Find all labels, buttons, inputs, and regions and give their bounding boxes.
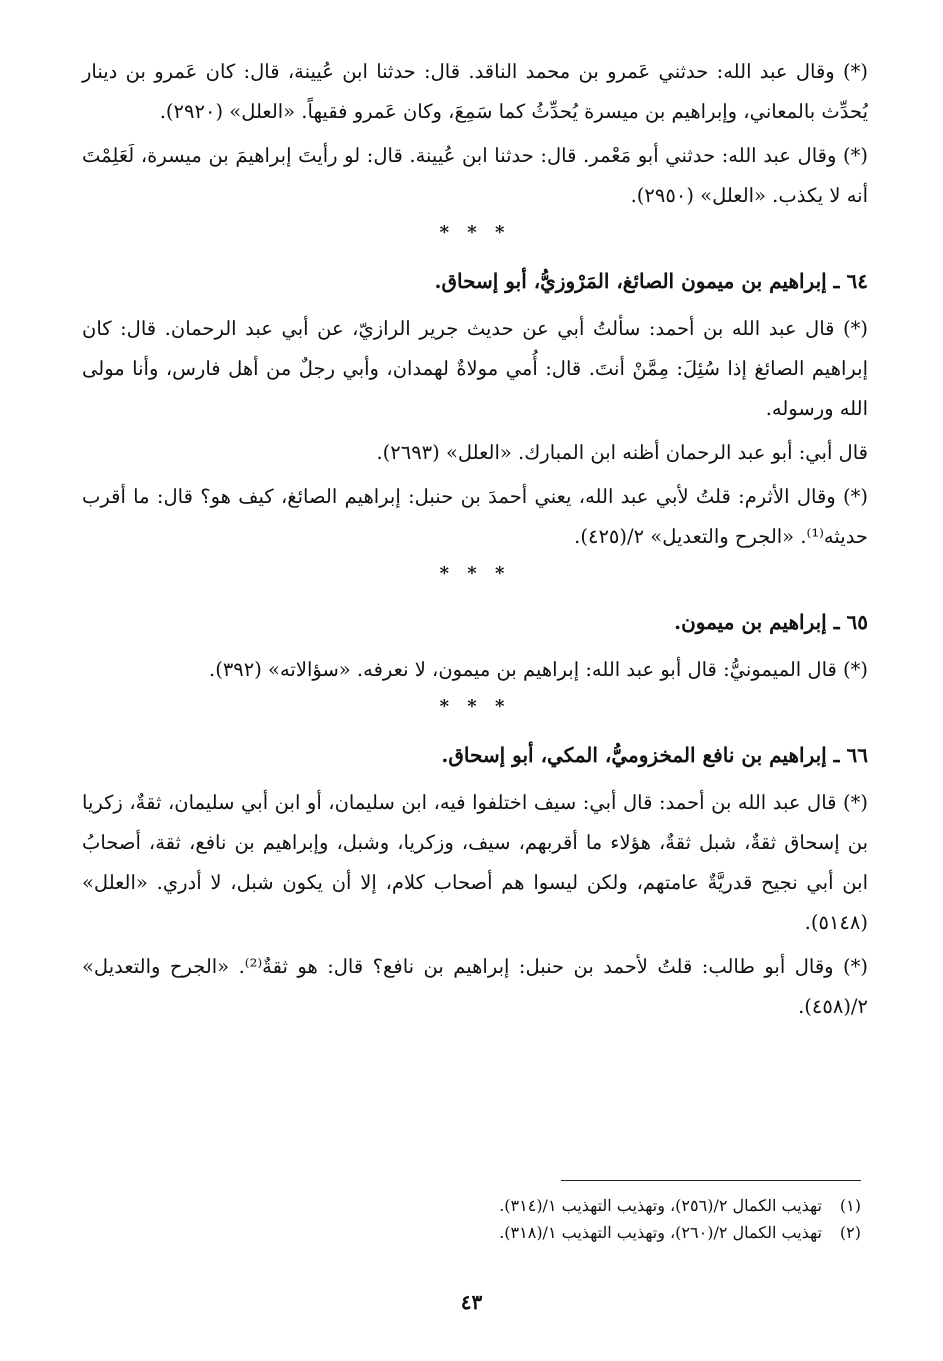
footnote-number: (٢): [839, 1223, 861, 1242]
footnote-divider: [561, 1180, 861, 1181]
footnote-number: (١): [839, 1196, 861, 1215]
paragraph: (*) وقال أبو طالب: قلتُ لأحمد بن حنبل: إبراهيم بن نافع؟ قال: هو ثقةٌ⁽²⁾. «الجرح والتعديل» ٢/(٤٥٨).: [82, 955, 868, 1018]
section-separator: * * *: [439, 222, 511, 243]
paragraph: (*) وقال عبد الله: حدثني أبو مَعْمر. قال: حدثنا ابن عُيينة. قال: لو رأيتَ إبراهيمَ بن ميسرة، لَعَلِمْتَ أنه لا يكذب. «العلل» (٢٩٥٠).: [82, 144, 868, 207]
entry-heading-64: ٦٤ ـ إبراهيم بن ميمون الصائغ، المَرْوزيُّ، أبو إسحاق.: [434, 269, 868, 293]
entry-heading-65: ٦٥ ـ إبراهيم بن ميمون.: [674, 610, 868, 634]
footnote-item: [75, 1192, 861, 1219]
page-number: ٤٣: [460, 1290, 483, 1314]
footnotes: [75, 1192, 861, 1246]
paragraph: قال أبي: أبو عبد الرحمان أظنه ابن المبارك. «العلل» (٢٦٩٣).: [376, 441, 868, 464]
paragraph: (*) وقال عبد الله: حدثني عَمرو بن محمد الناقد. قال: حدثنا ابن عُيينة، قال: كان عَمرو بن دينار يُحدِّث بالمعاني، وإبراهيم بن ميسرة يُحدِّثُ كما سَمِعَ، وكان عَمرو فقيهاً. «العلل» (٢٩٢٠).: [82, 60, 868, 123]
section-separator: * * *: [439, 563, 511, 584]
paragraph: (*) قال عبد الله بن أحمد: سألتُ أبي عن حديث جرير الرازيّ، عن أبي عبد الرحمان. قال: كان إبراهيم الصائغ إذا سُئِلَ: مِمَّنْ أنتَ. قال: أُمي مولاةٌ لهمدان، وأبي رجلٌ من أهل فارس، وأنا مولى الله ورسوله.: [82, 317, 868, 420]
paragraph: (*) قال الميمونيُّ: قال أبو عبد الله: إبراهيم بن ميمون، لا نعرفه. «سؤالاته» (٣٩٢).: [209, 658, 868, 681]
paragraph: (*) وقال الأثرم: قلتُ لأبي عبد الله، يعني أحمدَ بن حنبل: إبراهيم الصائغ، كيف هو؟ قال: ما أقرب حديثه⁽¹⁾. «الجرح والتعديل» ٢/(٤٢٥).: [82, 485, 868, 548]
entry-heading-66: ٦٦ ـ إبراهيم بن نافع المخزوميُّ، المكي، أبو إسحاق.: [441, 743, 868, 767]
footnote-item: [75, 1219, 861, 1246]
footnote-text: تهذيب الكمال ٢/(٢٥٦)، وتهذيب التهذيب ١/(٣١٤).: [499, 1196, 822, 1215]
section-separator: * * *: [439, 696, 511, 717]
page-body: [82, 52, 868, 1031]
footnote-text: تهذيب الكمال ٢/(٢٦٠)، وتهذيب التهذيب ١/(٣١٨).: [499, 1223, 822, 1242]
paragraph: (*) قال عبد الله بن أحمد: قال أبي: سيف اختلفوا فيه، ابن سليمان، أو ابن أبي سليمان، ثقةٌ، زكريا بن إسحاق ثقةٌ، شبل ثقةٌ، هؤلاء ما أقربهم، سيف، وزكريا، وشبل، وإبراهيم بن نافع، ثقة، أصحابُ ابن أبي نجيح قدريَّةٌ عامتهم، ولكن ليسوا هم أصحاب كلام، إلا أن يكون شبل، لا أدري. «العلل» (٥١٤٨).: [82, 791, 868, 934]
